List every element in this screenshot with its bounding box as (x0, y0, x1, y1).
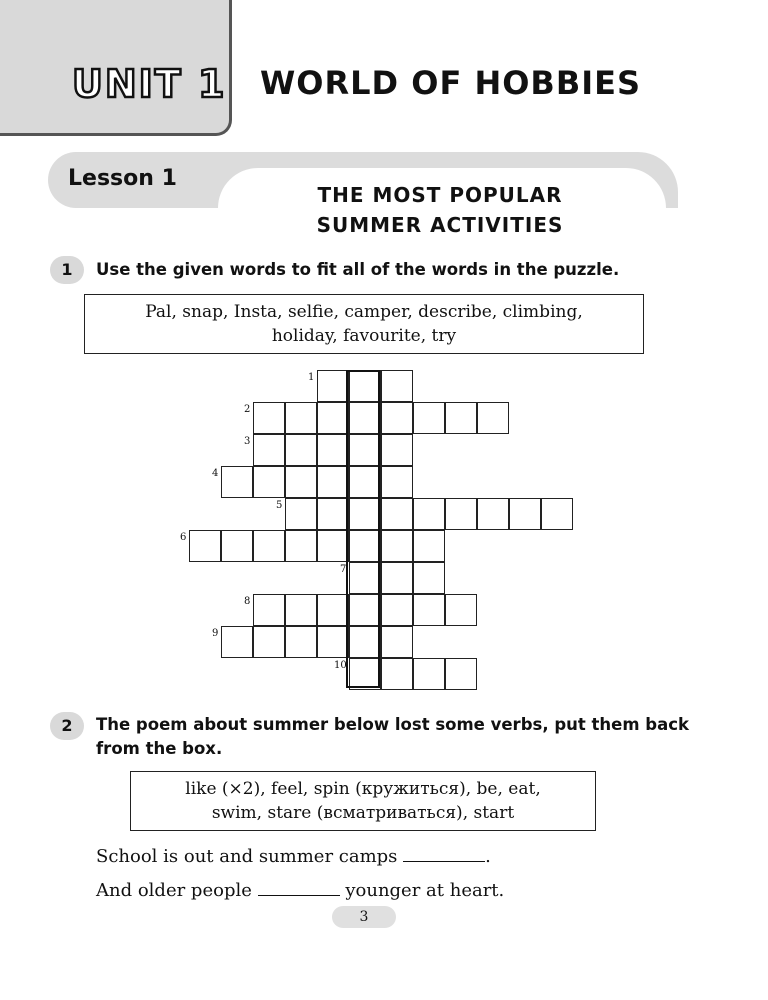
crossword-cell[interactable] (381, 370, 413, 402)
crossword-cell[interactable] (413, 498, 445, 530)
poem-line-2-start: And older people (96, 880, 252, 901)
crossword-cell[interactable] (477, 498, 509, 530)
crossword-cell[interactable] (477, 402, 509, 434)
task-2-word-box (130, 771, 596, 831)
unit-title: WORLD OF HOBBIES (260, 64, 642, 102)
crossword-cell[interactable] (317, 434, 349, 466)
task-1-number: 1 (50, 256, 84, 284)
crossword-clue-number: 10 (334, 660, 347, 671)
crossword-cell[interactable] (381, 562, 413, 594)
crossword-cell[interactable] (413, 658, 445, 690)
crossword-cell[interactable] (509, 498, 541, 530)
poem-line-1 (96, 846, 491, 867)
poem-line-2 (96, 880, 504, 901)
lesson-label: Lesson 1 (68, 166, 177, 191)
crossword-cell[interactable] (349, 498, 381, 530)
crossword-cell[interactable] (285, 530, 317, 562)
crossword-cell[interactable] (317, 402, 349, 434)
crossword-cell[interactable] (285, 466, 317, 498)
crossword-cell[interactable] (253, 626, 285, 658)
crossword-cell[interactable] (445, 594, 477, 626)
crossword-cell[interactable] (381, 402, 413, 434)
crossword-clue-number: 8 (244, 596, 251, 607)
crossword-cell[interactable] (253, 594, 285, 626)
crossword-cell[interactable] (413, 530, 445, 562)
crossword-cell[interactable] (349, 594, 381, 626)
crossword-cell[interactable] (253, 530, 285, 562)
crossword-cell[interactable] (413, 402, 445, 434)
crossword-cell[interactable] (317, 370, 349, 402)
crossword-cell[interactable] (285, 402, 317, 434)
task-2-words-line2: swim, stare (всматриваться), start (211, 803, 515, 823)
crossword-cell[interactable] (381, 466, 413, 498)
crossword-cell[interactable] (253, 466, 285, 498)
crossword-clue-number: 3 (244, 436, 251, 447)
crossword-cell[interactable] (349, 658, 381, 690)
crossword-cell[interactable] (445, 498, 477, 530)
crossword-cell[interactable] (413, 594, 445, 626)
crossword-cell[interactable] (317, 530, 349, 562)
poem-line-1-end: . (485, 846, 491, 867)
crossword-cell[interactable] (349, 402, 381, 434)
task-2-instruction-line2: from the box. (96, 739, 223, 758)
crossword-clue-number: 6 (180, 532, 187, 543)
crossword-cell[interactable] (381, 658, 413, 690)
crossword-clue-number: 4 (212, 468, 219, 479)
crossword-cell[interactable] (349, 434, 381, 466)
crossword-cell[interactable] (285, 434, 317, 466)
poem-line-2-end: younger at heart. (345, 880, 505, 901)
crossword-clue-number: 2 (244, 404, 251, 415)
crossword-cell[interactable] (317, 466, 349, 498)
task-2-instruction-line1: The poem about summer below lost some verbs, put them back (96, 715, 689, 734)
crossword-cell[interactable] (381, 434, 413, 466)
crossword-clue-number: 9 (212, 628, 219, 639)
task-2-number: 2 (50, 712, 84, 740)
crossword-cell[interactable] (285, 498, 317, 530)
crossword-cell[interactable] (349, 562, 381, 594)
task-1-instruction: Use the given words to fit all of the words in the puzzle. (96, 260, 620, 279)
crossword-cell[interactable] (189, 530, 221, 562)
poem-blank-2[interactable] (258, 894, 340, 896)
crossword-cell[interactable] (381, 530, 413, 562)
crossword-cell[interactable] (317, 626, 349, 658)
lesson-title-line1: THE MOST POPULAR (317, 183, 563, 207)
crossword-cell[interactable] (445, 658, 477, 690)
crossword-cell[interactable] (221, 530, 253, 562)
crossword-cell[interactable] (541, 498, 573, 530)
crossword-cell[interactable] (253, 434, 285, 466)
crossword-cell[interactable] (317, 498, 349, 530)
crossword-cell[interactable] (349, 530, 381, 562)
poem-line-1-text: School is out and summer camps (96, 846, 398, 867)
crossword-cell[interactable] (221, 626, 253, 658)
task-2-instruction (96, 713, 689, 761)
crossword-cell[interactable] (221, 466, 253, 498)
crossword-clue-number: 7 (340, 564, 347, 575)
crossword-cell[interactable] (413, 562, 445, 594)
task-2-words-line1: like (×2), feel, spin (кружиться), be, eat, (185, 779, 541, 799)
task-1-words-line2: holiday, favourite, try (271, 326, 457, 346)
crossword-clue-number: 1 (308, 372, 315, 383)
crossword-cell[interactable] (349, 370, 381, 402)
task-1-word-box (84, 294, 644, 354)
crossword-cell[interactable] (381, 498, 413, 530)
crossword-cell[interactable] (253, 402, 285, 434)
crossword-cell[interactable] (317, 594, 349, 626)
poem-blank-1[interactable] (403, 860, 485, 862)
crossword-cell[interactable] (285, 626, 317, 658)
lesson-title (240, 180, 640, 240)
unit-label: UNIT 1 (72, 62, 227, 106)
crossword-cell[interactable] (381, 626, 413, 658)
page-number: 3 (332, 906, 396, 928)
crossword-cell[interactable] (349, 466, 381, 498)
task-1-words-line1: Pal, snap, Insta, selfie, camper, describe, climbing, (145, 302, 583, 322)
crossword-clue-number: 5 (276, 500, 283, 511)
lesson-title-line2: SUMMER ACTIVITIES (316, 213, 564, 237)
crossword-cell[interactable] (349, 626, 381, 658)
crossword-cell[interactable] (285, 594, 317, 626)
crossword-cell[interactable] (381, 594, 413, 626)
crossword-cell[interactable] (445, 402, 477, 434)
